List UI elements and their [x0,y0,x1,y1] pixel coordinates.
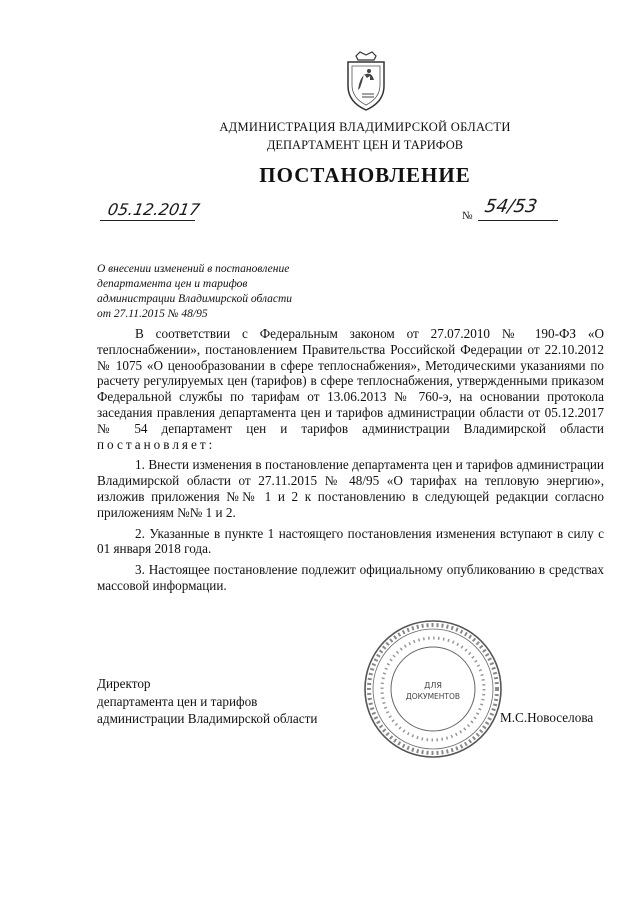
resolves-word: постановляет: [97,436,216,452]
signer-position-line: администрации Владимирской области [97,711,318,726]
item-2: 2. Указанные в пункте 1 настоящего постановления изменения вступают в силу с 01 января 2018 года. [97,525,604,557]
number-underline [478,220,558,221]
signer-position-line: Директор [97,676,151,691]
number-sign: № [462,210,473,222]
signer-position-line: департамента цен и тарифов [97,693,258,709]
subject-line: от 27.11.2015 № 48/95 [97,308,208,320]
item-1: 1. Внести изменения в постановление департамента цен и тарифов администрации Владимирской области от 27.11.2015 № 48/95 «О тарифах на тепловую энергию», изложив приложения №№ 1 и 2 к постановлению в следующей редакции согласно приложениям №№ 1 и 2. [97,457,604,520]
official-stamp [362,618,504,760]
stamp-text: ДОКУМЕНТОВ [405,692,461,701]
date-underline [100,220,195,221]
document-title: ПОСТАНОВЛЕНИЕ [259,163,471,187]
signer-name: М.С.Новоселова [500,710,594,725]
item-3: 3. Настоящее постановление подлежит официальному опубликованию в средствах массовой информации. [97,562,604,593]
coat-of-arms-icon [340,50,392,112]
document-subject [97,262,377,322]
department-name: ДЕПАРТАМЕНТ ЦЕН И ТАРИФОВ [266,138,464,152]
signer-position [97,675,317,728]
subject-line: департамента цен и тарифов [97,278,248,290]
organization-name: АДМИНИСТРАЦИЯ ВЛАДИМИРСКОЙ ОБЛАСТИ [219,120,511,134]
preamble-text: В соответствии с Федеральным законом от 27.07.2010 № 190-ФЗ «О теплоснабжении», постановлением Правительства Российской Федерации от 22.10.2012 № 1075 «О ценообразовании в сфере теплоснабжения», Методическими указаниями по расчету регулируемых цен (тарифов) в сфере теплоснабжения, утвержденными приказом Федеральной службы по тарифам от 13.06.2013 № 760-э, на основании протокола заседания правления департамента цен и тарифов администрации области от 05.12.2017 № 54 департамент цен и тарифов администрации Владимирской области [97,326,604,436]
subject-line: О внесении изменений в постановление [97,263,290,275]
document-date: 05.12.2017 [106,200,202,219]
document-number: 54/53 [483,196,539,217]
stamp-text: ДЛЯ [424,681,442,690]
preamble-paragraph [97,326,604,452]
subject-line: администрации Владимирской области [97,293,293,305]
document-body [97,326,604,594]
